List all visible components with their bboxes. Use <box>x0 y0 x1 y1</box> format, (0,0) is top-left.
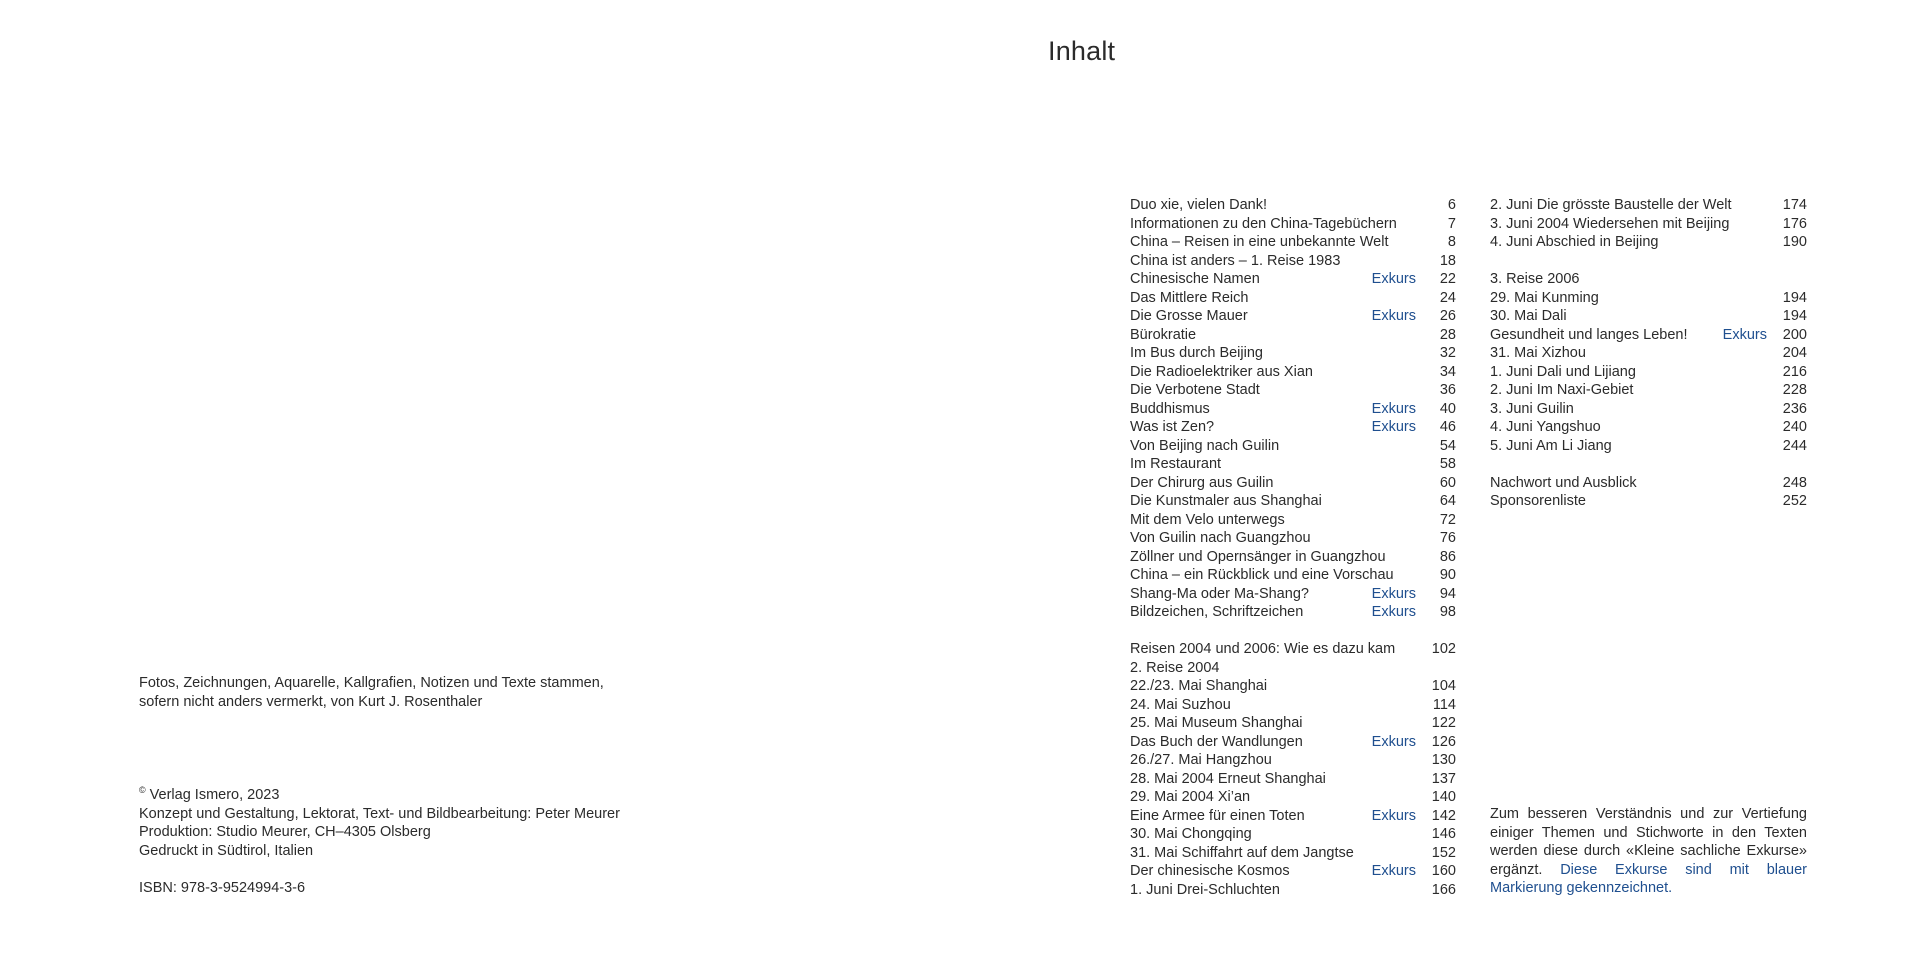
toc-page-number: 98 <box>1439 604 1456 620</box>
toc-page-number: 200 <box>1782 326 1807 343</box>
toc-page-number: 102 <box>1431 641 1456 657</box>
toc-page-number: 94 <box>1439 585 1456 602</box>
toc-page-number: 248 <box>1782 474 1807 491</box>
toc-page-number: 34 <box>1439 363 1456 380</box>
toc-page-number: 28 <box>1439 326 1456 343</box>
toc-entry <box>1130 659 1456 678</box>
right-page <box>960 0 1920 960</box>
toc-entry <box>1490 326 1807 345</box>
toc-entry-title: Von Beijing nach Guilin <box>1130 437 1280 454</box>
toc-entry <box>1130 640 1456 659</box>
exkurs-tag: Exkurs <box>1371 419 1416 435</box>
toc-entry-title: Buddhismus <box>1130 400 1210 417</box>
toc-entry <box>1130 733 1456 752</box>
toc-page-number: 122 <box>1431 715 1456 731</box>
toc-column-1 <box>1130 196 1456 899</box>
toc-page-number: 174 <box>1782 197 1807 213</box>
toc-entry <box>1130 492 1456 511</box>
toc-entry-title: Chinesische Namen <box>1130 271 1260 287</box>
toc-entry <box>1130 529 1456 548</box>
toc-entry-title: Die Verbotene Stadt <box>1130 382 1260 398</box>
toc-page-number: 36 <box>1439 382 1456 398</box>
toc-entry <box>1130 548 1456 567</box>
toc-entry-title: Duo xie, vielen Dank! <box>1130 197 1268 213</box>
copyright-symbol: © <box>139 785 146 796</box>
toc-page-number: 228 <box>1782 382 1807 398</box>
toc-entry-title: Bürokratie <box>1130 326 1197 343</box>
toc-entry <box>1490 307 1807 326</box>
toc-entry-title: Das Buch der Wandlungen <box>1130 733 1303 750</box>
toc-entry <box>1130 289 1456 308</box>
toc-page-number: 32 <box>1439 345 1456 361</box>
toc-spacer <box>1490 252 1807 271</box>
toc-entry <box>1490 196 1807 215</box>
copyright-line <box>139 786 739 805</box>
toc-entry-title: Informationen zu den China-Tagebüchern <box>1130 215 1397 232</box>
toc-page-number: 18 <box>1439 252 1456 269</box>
toc-entry-title: 29. Mai Kunming <box>1490 289 1599 306</box>
toc-entry-title: 2. Juni Die grösste Baustelle der Welt <box>1490 197 1732 213</box>
toc-page-number: 236 <box>1782 400 1807 417</box>
toc-spacer <box>1490 455 1807 474</box>
toc-entry <box>1130 566 1456 585</box>
toc-entry <box>1130 381 1456 400</box>
toc-page-number: 194 <box>1782 308 1807 324</box>
isbn-line: ISBN: 978-3-9524994-3-6 <box>139 879 306 896</box>
page-title: Inhalt <box>1048 36 1116 66</box>
toc-page-number: 190 <box>1782 234 1807 250</box>
exkurs-tag: Exkurs <box>1371 308 1416 324</box>
toc-entry-title: 28. Mai 2004 Erneut Shanghai <box>1130 770 1326 787</box>
exkurs-tag: Exkurs <box>1371 604 1416 620</box>
imprint-line: Produktion: Studio Meurer, CH–4305 Olsberg <box>139 824 431 840</box>
credits-line: sofern nicht anders vermerkt, von Kurt J. Rosenthaler <box>139 693 483 710</box>
exkurs-tag: Exkurs <box>1371 807 1416 824</box>
toc-page-number: 86 <box>1439 548 1456 565</box>
toc-entry <box>1130 437 1456 456</box>
toc-page-number: 40 <box>1439 400 1456 417</box>
toc-entry <box>1130 455 1456 474</box>
toc-entry-title: 26./27. Mai Hangzhou <box>1130 752 1272 768</box>
toc-entry-title: Reisen 2004 und 2006: Wie es dazu kam <box>1130 641 1396 657</box>
toc-entry-title: Was ist Zen? <box>1130 419 1215 435</box>
toc-entry <box>1490 437 1807 456</box>
toc-page-number: 244 <box>1782 437 1807 454</box>
toc-entry <box>1130 363 1456 382</box>
exkurs-legend-note <box>1490 805 1807 898</box>
toc-entry-title: 31. Mai Xizhou <box>1490 345 1586 361</box>
toc-entry-title: 30. Mai Chongqing <box>1130 826 1252 842</box>
toc-entry-title: Von Guilin nach Guangzhou <box>1130 530 1311 546</box>
exkurs-tag: Exkurs <box>1371 400 1416 417</box>
toc-entry <box>1130 233 1456 252</box>
toc-entry-title: 1. Juni Drei-Schluchten <box>1130 881 1280 898</box>
toc-entry-title: Die Grosse Mauer <box>1130 308 1248 324</box>
toc-page-number: 64 <box>1439 493 1456 509</box>
imprint-line: Gedruckt in Südtirol, Italien <box>139 842 314 859</box>
toc-entry <box>1490 381 1807 400</box>
toc-entry <box>1130 825 1456 844</box>
exkurs-tag: Exkurs <box>1371 863 1416 879</box>
toc-entry-title: 5. Juni Am Li Jiang <box>1490 437 1612 454</box>
toc-entry <box>1490 363 1807 382</box>
toc-page-number: 240 <box>1782 419 1807 435</box>
toc-entry <box>1130 677 1456 696</box>
toc-entry-title: Bildzeichen, Schriftzeichen <box>1130 604 1304 620</box>
toc-entry-title: 29. Mai 2004 Xi’an <box>1130 789 1251 805</box>
toc-entry-title: 3. Reise 2006 <box>1490 271 1580 287</box>
exkurs-tag: Exkurs <box>1371 271 1416 287</box>
toc-entry <box>1490 215 1807 234</box>
toc-entry <box>1130 252 1456 271</box>
toc-page-number: 24 <box>1439 289 1456 306</box>
toc-entry <box>1130 862 1456 881</box>
toc-page-number: 6 <box>1447 197 1456 213</box>
toc-entry <box>1490 418 1807 437</box>
toc-entry-title: Die Kunstmaler aus Shanghai <box>1130 493 1322 509</box>
toc-entry <box>1130 344 1456 363</box>
note-text: Zum besseren Verständnis und zur Vertiefung einiger Themen und Stichworte in den Texten werden diese durch «Kleine sachliche Exkurse» ergänzt. <box>1490 806 1807 878</box>
toc-page-number: 160 <box>1431 863 1456 879</box>
toc-entry <box>1130 751 1456 770</box>
toc-entry <box>1130 696 1456 715</box>
toc-page-number: 252 <box>1782 493 1807 509</box>
toc-entry-title: 2. Juni Im Naxi-Gebiet <box>1490 382 1634 398</box>
toc-entry-title: Mit dem Velo unterwegs <box>1130 511 1285 528</box>
toc-page-number: 126 <box>1431 733 1456 750</box>
toc-entry <box>1130 511 1456 530</box>
imprint-block <box>139 786 739 897</box>
toc-entry-title: 4. Juni Yangshuo <box>1490 419 1601 435</box>
toc-entry-title: 4. Juni Abschied in Beijing <box>1490 234 1659 250</box>
toc-entry <box>1130 603 1456 622</box>
toc-page-number: 137 <box>1431 770 1456 787</box>
toc-page-number: 166 <box>1431 881 1456 898</box>
toc-entry <box>1130 807 1456 826</box>
copyright-text: Verlag Ismero, 2023 <box>145 787 280 803</box>
toc-entry <box>1490 344 1807 363</box>
spacer <box>139 860 739 879</box>
toc-entry-title: 3. Juni Guilin <box>1490 400 1574 417</box>
toc-entry-title: Der chinesische Kosmos <box>1130 863 1290 879</box>
exkurs-tag: Exkurs <box>1371 585 1416 602</box>
toc-entry <box>1130 418 1456 437</box>
toc-page-number: 76 <box>1439 530 1456 546</box>
toc-page-number: 114 <box>1432 696 1456 713</box>
toc-page-number: 194 <box>1782 289 1807 306</box>
toc-entry <box>1130 714 1456 733</box>
toc-entry-title: Der Chirurg aus Guilin <box>1130 474 1274 491</box>
toc-entry-title: 30. Mai Dali <box>1490 308 1567 324</box>
toc-page-number: 60 <box>1439 474 1456 491</box>
toc-entry <box>1130 307 1456 326</box>
toc-entry-title: China – Reisen in eine unbekannte Welt <box>1130 234 1389 250</box>
toc-entry-title: China ist anders – 1. Reise 1983 <box>1130 252 1341 269</box>
toc-page-number: 152 <box>1431 844 1456 861</box>
toc-spacer <box>1130 622 1456 641</box>
toc-entry-title: 25. Mai Museum Shanghai <box>1130 715 1303 731</box>
toc-entry <box>1130 215 1456 234</box>
toc-page-number: 204 <box>1782 345 1807 361</box>
toc-page-number: 130 <box>1431 752 1456 768</box>
toc-entry-title: 24. Mai Suzhou <box>1130 696 1231 713</box>
toc-page-number: 90 <box>1439 567 1456 583</box>
toc-entry <box>1130 844 1456 863</box>
toc-entry <box>1490 474 1807 493</box>
toc-entry-title: Eine Armee für einen Toten <box>1130 807 1305 824</box>
toc-entry <box>1490 270 1807 289</box>
toc-entry <box>1130 881 1456 900</box>
toc-entry <box>1490 233 1807 252</box>
toc-page-number: 58 <box>1439 456 1456 472</box>
toc-entry-title: 1. Juni Dali und Lijiang <box>1490 363 1636 380</box>
toc-entry <box>1130 788 1456 807</box>
toc-entry-title: 31. Mai Schiffahrt auf dem Jangtse <box>1130 844 1354 861</box>
toc-entry <box>1130 270 1456 289</box>
toc-page-number: 46 <box>1439 419 1456 435</box>
toc-column-2 <box>1490 196 1807 511</box>
toc-entry <box>1130 585 1456 604</box>
exkurs-tag: Exkurs <box>1722 326 1767 343</box>
toc-entry-title: Die Radioelektriker aus Xian <box>1130 363 1313 380</box>
toc-entry-title: 3. Juni 2004 Wiedersehen mit Beijing <box>1490 215 1730 232</box>
imprint-line: Konzept und Gestaltung, Lektorat, Text- und Bildbearbeitung: Peter Meurer <box>139 805 620 822</box>
toc-entry <box>1130 770 1456 789</box>
toc-page-number: 216 <box>1782 363 1807 380</box>
toc-entry <box>1490 492 1807 511</box>
photo-credits <box>139 674 699 711</box>
toc-entry-title: Zöllner und Opernsänger in Guangzhou <box>1130 548 1386 565</box>
toc-entry <box>1490 289 1807 308</box>
note-highlight: Diese Exkurse sind mit blauer Markierung gekennzeichnet. <box>1490 861 1807 896</box>
toc-page-number: 26 <box>1439 308 1456 324</box>
toc-entry <box>1130 474 1456 493</box>
toc-page-number: 142 <box>1431 807 1456 824</box>
exkurs-tag: Exkurs <box>1371 733 1416 750</box>
toc-entry-title: Im Restaurant <box>1130 456 1222 472</box>
toc-page-number: 146 <box>1431 826 1456 842</box>
toc-entry-title: 2. Reise 2004 <box>1130 659 1220 676</box>
toc-entry <box>1490 400 1807 419</box>
toc-page-number: 22 <box>1439 271 1456 287</box>
toc-page-number: 72 <box>1439 511 1456 528</box>
toc-page-number: 8 <box>1447 234 1456 250</box>
toc-entry-title: Shang-Ma oder Ma-Shang? <box>1130 585 1309 602</box>
toc-entry-title: Nachwort und Ausblick <box>1490 474 1637 491</box>
toc-entry-title: 22./23. Mai Shanghai <box>1130 678 1268 694</box>
toc-page-number: 54 <box>1439 437 1456 454</box>
toc-page-number: 104 <box>1431 678 1456 694</box>
toc-entry-title: Gesundheit und langes Leben! <box>1490 326 1688 343</box>
toc-entry <box>1130 326 1456 345</box>
toc-page-number: 7 <box>1447 215 1456 232</box>
toc-page-number: 140 <box>1431 789 1456 805</box>
toc-entry <box>1130 400 1456 419</box>
toc-entry-title: Das Mittlere Reich <box>1130 289 1249 306</box>
toc-entry-title: Sponsorenliste <box>1490 493 1586 509</box>
toc-entry <box>1130 196 1456 215</box>
toc-entry-title: China – ein Rückblick und eine Vorschau <box>1130 567 1394 583</box>
toc-page-number: 176 <box>1782 215 1807 232</box>
toc-entry-title: Im Bus durch Beijing <box>1130 345 1263 361</box>
credits-line: Fotos, Zeichnungen, Aquarelle, Kallgrafien, Notizen und Texte stammen, <box>139 675 604 691</box>
